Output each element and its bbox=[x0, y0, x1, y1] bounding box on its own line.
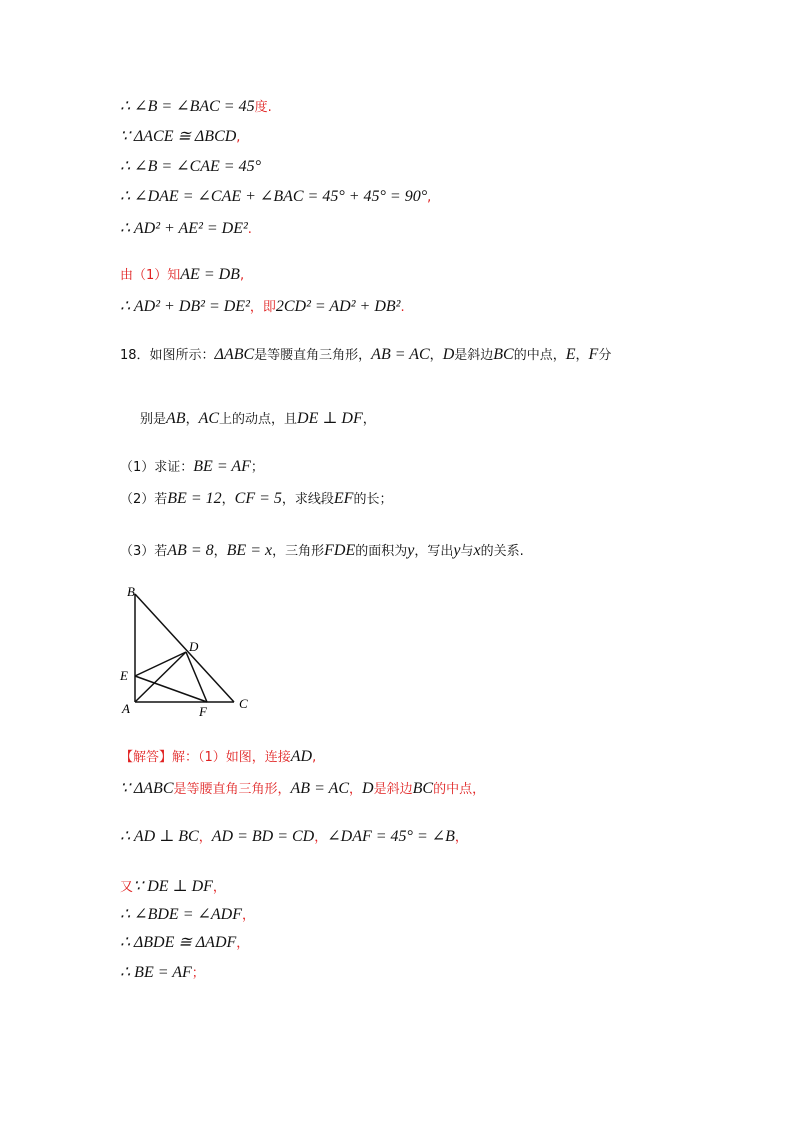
text: . bbox=[400, 300, 405, 315]
solution-line-3 bbox=[120, 156, 261, 177]
math-expr: y bbox=[453, 542, 461, 559]
text: ， bbox=[349, 782, 363, 797]
math-expr: F bbox=[588, 346, 599, 363]
math-expr: FDE bbox=[324, 542, 356, 559]
math-expr: BC bbox=[412, 780, 434, 797]
math-expr: AC bbox=[198, 410, 220, 427]
solution-line-5 bbox=[120, 218, 252, 240]
math-expr: E bbox=[565, 346, 576, 363]
label-b: B bbox=[127, 584, 135, 599]
math-expr: ∴ ∠B = ∠BAC = 45 bbox=[120, 98, 255, 115]
text: ， bbox=[575, 348, 589, 363]
math-expr: x bbox=[473, 542, 481, 559]
math-expr: AD bbox=[290, 748, 313, 765]
text: ，三角形 bbox=[272, 544, 325, 559]
math-expr: AB = 8 bbox=[167, 542, 214, 559]
answer-line-1 bbox=[120, 746, 316, 768]
text: ， bbox=[213, 544, 227, 559]
text: ， bbox=[454, 830, 468, 845]
problem-18-line-2 bbox=[140, 408, 376, 430]
text: , bbox=[239, 268, 245, 283]
text: , bbox=[312, 750, 317, 765]
text: 是等腰直角三角形， bbox=[254, 348, 372, 363]
problem-number: 18．如图所示： bbox=[120, 348, 215, 363]
text: 是斜边 bbox=[454, 348, 494, 363]
math-expr: y bbox=[407, 542, 415, 559]
answer-line-5 bbox=[120, 904, 255, 926]
text: 的中点， bbox=[513, 348, 566, 363]
text: , bbox=[427, 190, 432, 205]
math-expr: 2CD² = AD² + DB² bbox=[275, 298, 401, 315]
text: ； bbox=[250, 460, 264, 475]
text: 上的动点，且 bbox=[219, 412, 298, 427]
question-1 bbox=[120, 456, 264, 478]
math-expr: ∴ AD² + DB² = DE² bbox=[120, 298, 250, 315]
answer-line-3 bbox=[120, 826, 468, 848]
math-expr: BE = 12 bbox=[167, 490, 222, 507]
answer-tag: 【解答】解：（1）如图，连接 bbox=[120, 750, 291, 765]
math-expr: AD = BD = CD bbox=[211, 828, 315, 845]
text: （2）若 bbox=[120, 492, 168, 507]
text: ，即 bbox=[249, 300, 276, 315]
solution-line-6 bbox=[120, 264, 244, 286]
math-expr: ∴ ΔBDE ≅ ΔADF bbox=[120, 934, 237, 951]
text: 的长； bbox=[353, 492, 393, 507]
text: 分 bbox=[598, 348, 612, 363]
math-expr: ∵ ΔACE ≅ ΔBCD bbox=[120, 128, 237, 145]
label-d: D bbox=[189, 639, 199, 654]
text: 与 bbox=[460, 544, 474, 559]
solution-line-1 bbox=[120, 96, 272, 118]
math-expr: ∴ ∠B = ∠CAE = 45° bbox=[120, 158, 261, 175]
answer-line-4 bbox=[120, 876, 226, 898]
text: 由（1）知 bbox=[120, 268, 181, 283]
text: 的中点， bbox=[433, 782, 486, 797]
question-3 bbox=[120, 540, 524, 562]
answer-line-6 bbox=[120, 932, 249, 954]
math-expr: BE = x bbox=[226, 542, 273, 559]
math-expr: CF = 5 bbox=[234, 490, 282, 507]
text: 的关系. bbox=[480, 544, 524, 559]
text: 的面积为 bbox=[355, 544, 408, 559]
segment-ed bbox=[135, 652, 186, 676]
math-expr: ∠DAF = 45° = ∠B bbox=[327, 828, 455, 845]
math-expr: ΔABC bbox=[214, 346, 255, 363]
geometry-figure bbox=[112, 580, 262, 720]
text: ，写出 bbox=[414, 544, 454, 559]
label-f: F bbox=[199, 704, 207, 719]
text: 别是 bbox=[140, 412, 167, 427]
math-expr: AB = AC bbox=[290, 780, 350, 797]
segment-bc bbox=[135, 594, 234, 702]
math-expr: AB bbox=[166, 410, 186, 427]
text: ， bbox=[212, 880, 226, 895]
math-expr: EF bbox=[333, 490, 354, 507]
math-expr: D bbox=[442, 346, 455, 363]
math-expr: ∴ BE = AF bbox=[120, 964, 192, 981]
text: ， bbox=[314, 830, 328, 845]
segment-ef bbox=[135, 676, 207, 702]
question-2 bbox=[120, 488, 392, 510]
text: ， bbox=[185, 412, 199, 427]
text: , bbox=[236, 130, 241, 145]
text: 又 bbox=[120, 880, 134, 895]
label-e: E bbox=[120, 668, 128, 683]
text: ，求线段 bbox=[281, 492, 334, 507]
answer-line-2 bbox=[120, 778, 485, 800]
text: 度. bbox=[254, 100, 272, 115]
solution-line-4 bbox=[120, 186, 431, 208]
text: 是等腰直角三角形， bbox=[173, 782, 291, 797]
text: ， bbox=[236, 936, 250, 951]
solution-line-2 bbox=[120, 126, 240, 148]
math-expr: ∴ ∠BDE = ∠ADF bbox=[120, 906, 242, 923]
math-expr: AE = DB bbox=[180, 266, 240, 283]
math-expr: D bbox=[362, 780, 374, 797]
text: ， bbox=[362, 412, 376, 427]
math-expr: ∵ ΔABC bbox=[120, 780, 174, 797]
math-expr: BC bbox=[493, 346, 514, 363]
text: 是斜边 bbox=[373, 782, 413, 797]
segment-df bbox=[186, 652, 207, 702]
solution-line-7 bbox=[120, 296, 405, 318]
math-expr: AB = AC bbox=[371, 346, 430, 363]
text: ； bbox=[191, 966, 205, 981]
text: . bbox=[247, 222, 252, 237]
label-a: A bbox=[122, 701, 130, 716]
math-expr: ∴ AD ⊥ BC bbox=[120, 828, 199, 845]
text: （1）求证： bbox=[120, 460, 194, 475]
answer-line-7 bbox=[120, 962, 205, 984]
text: （3）若 bbox=[120, 544, 168, 559]
triangle-diagram bbox=[112, 580, 262, 720]
math-expr: ∴ AD² + AE² = DE² bbox=[120, 220, 248, 237]
math-expr: ∵ DE ⊥ DF bbox=[133, 878, 213, 895]
text: ， bbox=[242, 908, 256, 923]
text: ， bbox=[221, 492, 235, 507]
problem-18-line-1 bbox=[120, 344, 611, 366]
text: ， bbox=[198, 830, 212, 845]
segment-ad bbox=[135, 652, 186, 702]
text: ， bbox=[429, 348, 443, 363]
label-c: C bbox=[239, 696, 248, 711]
math-expr: BE = AF bbox=[193, 458, 251, 475]
math-expr: ∴ ∠DAE = ∠CAE + ∠BAC = 45° + 45° = 90° bbox=[120, 188, 428, 205]
math-expr: DE ⊥ DF bbox=[297, 410, 363, 427]
